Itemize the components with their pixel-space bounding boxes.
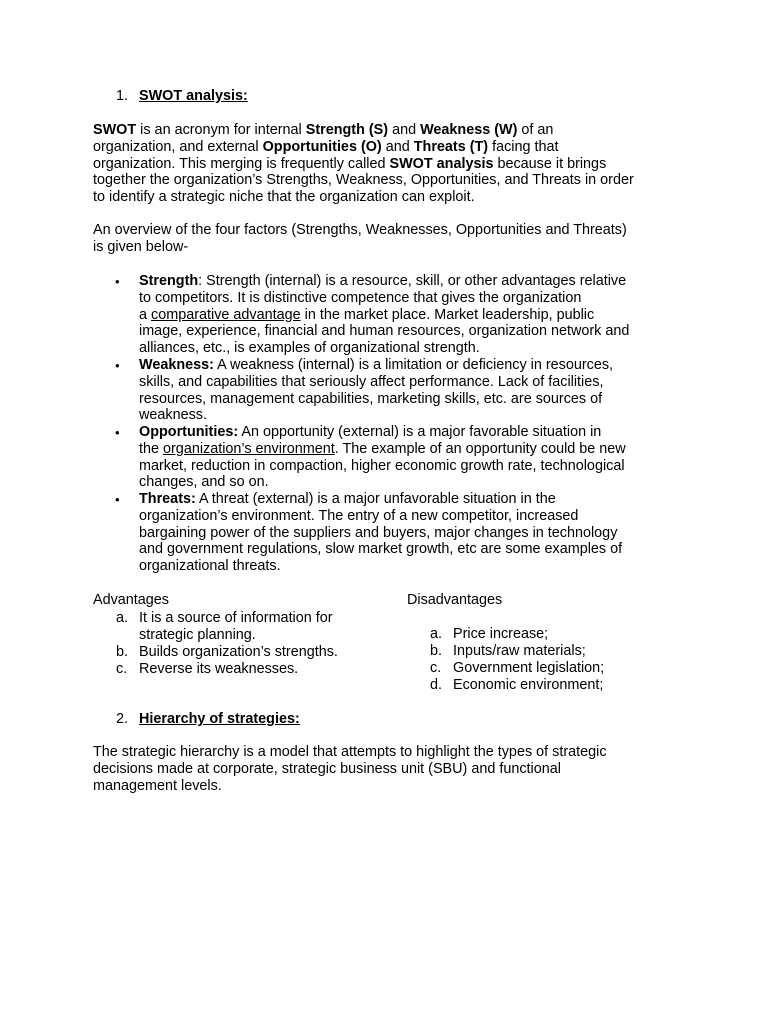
advantage-marker: c. [116,661,128,677]
term-swot: SWOT [93,122,137,138]
section-1-number: 1. [116,88,129,104]
hierarchy-paragraph: The strategic hierarchy is a model that attempts to highlight the types of strategic decisions made at corporate, strategic business unit (SBU) and functional management levels. [93,744,607,794]
factor-strength-label: Strength [139,273,199,289]
factor-weakness-label: Weakness: [139,357,214,373]
bullet-icon: • [115,274,120,289]
section-2-title: Hierarchy of strategies: [139,711,300,727]
disadvantage-item: Economic environment; [453,677,604,693]
factor-threats: Threats: A threat (external) is a major unfavorable situation in the organization’s environment. The entry of a new competitor, increased bargaining power of the suppliers and buyers, major changes in technology and government regulations, slow market growth, etc are some examples of organizational threats. [139,491,623,575]
intro-line-1: SWOT is an acronym for internal Strength (S) and Weakness (W) of an [93,122,554,138]
advantage-marker: a. [116,610,129,626]
advantages-heading: Advantages [93,592,170,608]
bullet-icon: • [115,425,120,440]
section-1-title: SWOT analysis: [139,88,248,104]
advantage-marker: b. [116,644,129,660]
disadvantage-marker: b. [430,643,443,659]
disadvantage-marker: c. [430,660,442,676]
advantage-item: Reverse its weaknesses. [139,661,299,677]
factor-opportunities-label: Opportunities: [139,424,239,440]
factor-weakness: Weakness: A weakness (internal) is a limitation or deficiency in resources, skills, and capabilities that seriously affect performance. Lack of facilities, resources, management capabilities, marketing skills, etc. are sources of weakness. [139,357,614,424]
term-strength: Strength (S) [305,122,389,138]
disadvantage-item: Inputs/raw materials; [453,643,586,659]
intro-line-2: organization, and external Opportunities (O) and Threats (T) facing that [93,138,559,155]
section-2-number: 2. [116,711,129,727]
disadvantages-heading: Disadvantages [407,592,503,608]
bullet-icon: • [115,492,120,507]
advantage-item: Builds organization’s strengths. [139,644,338,660]
term-weakness: Weakness (W) [420,122,518,138]
overview-paragraph [93,222,693,256]
disadvantage-marker: d. [430,677,443,693]
organizations-environment-link[interactable]: organization’s environment [163,440,335,457]
intro-line-4: together the organization’s Strengths, Weakness, Opportunities, and Threats in order [93,172,634,189]
disadvantage-item: Price increase; [453,626,549,642]
intro-paragraph [93,122,693,206]
comparative-advantage-link[interactable]: comparative advantage [151,306,301,323]
factor-opportunities: Opportunities: An opportunity (external) is a major favorable situation in the organization’s environment. The example of an opportunity could be new market, reduction in compaction, higher economic growth rate, technological changes, and so on. [139,424,626,491]
disadvantage-item: Government legislation; [453,660,605,676]
factor-threats-label: Threats: [139,491,196,507]
bullet-icon: • [115,358,120,373]
overview-line-1: An overview of the four factors (Strengths, Weaknesses, Opportunities and Threats) [93,222,627,238]
term-swot-analysis: SWOT analysis [389,155,494,172]
intro-line-3: organization. This merging is frequently called SWOT analysis because it brings [93,155,607,172]
advantage-item: It is a source of information for strategic planning. [139,610,333,643]
disadvantage-marker: a. [430,626,443,642]
term-threats: Threats (T) [413,138,489,155]
term-opportunities: Opportunities (O) [262,138,382,155]
intro-line-5: to identify a strategic niche that the organization can exploit. [93,189,475,206]
overview-line-2: is given below- [93,238,189,255]
factor-strength: Strength: Strength (internal) is a resource, skill, or other advantages relative to competitors. It is distinctive competence that gives the organization a comparative advantage in the market place. Market leadership, public image, experience, financial and human resources, organization network and alliances, etc., is examples of organizational strength. [139,273,630,357]
